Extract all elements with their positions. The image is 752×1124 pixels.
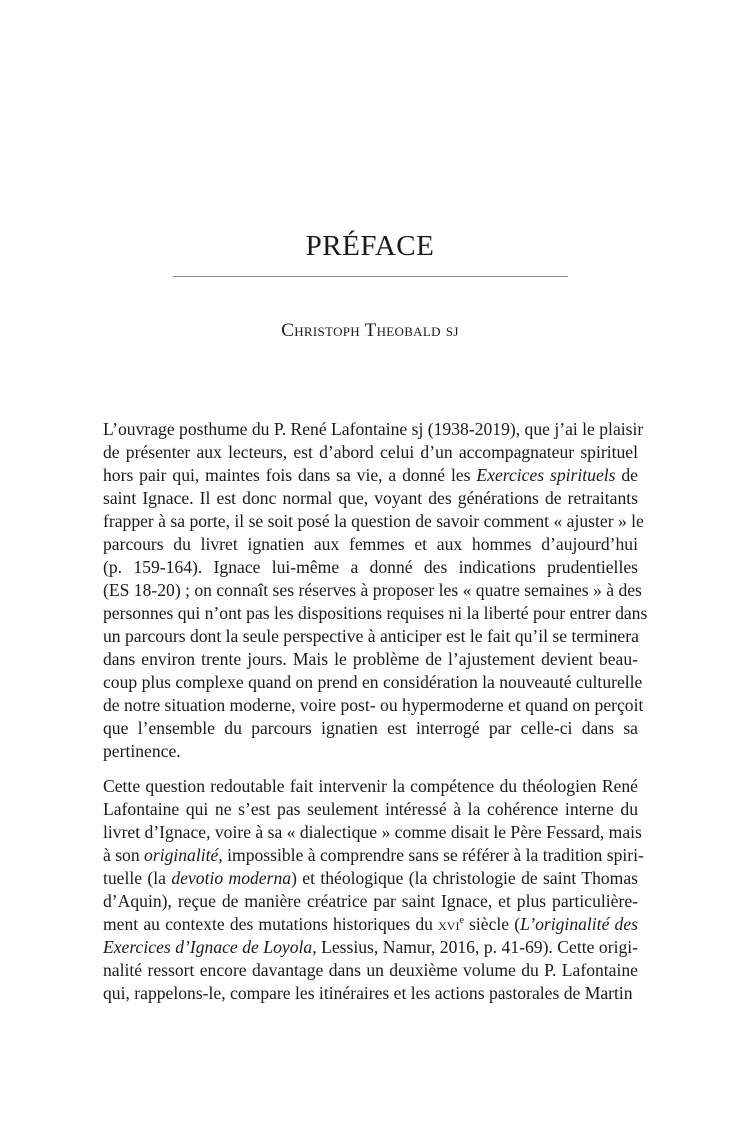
text-line — [103, 441, 638, 464]
paragraph — [103, 775, 644, 1005]
text-line — [103, 671, 643, 694]
text-run: e — [459, 915, 464, 927]
text-run: ) et théologique (la christologie de saint Thomas — [291, 868, 639, 888]
text-run: dans environ trente jours. Mais le problème de l’ajustement devient beau- — [103, 649, 638, 669]
text-line — [103, 418, 644, 441]
page-title: PRÉFACE — [305, 230, 435, 262]
text-run: de — [615, 465, 638, 485]
text-line — [103, 982, 638, 1005]
text-run: siècle ( — [463, 914, 521, 934]
text-line — [103, 464, 638, 487]
text-line — [103, 936, 638, 959]
text-run: parcours du livret ignatien aux femmes et aux hommes d’aujourd’hui — [103, 534, 638, 554]
italic-text: Exercices d’Ignace de Loyola — [103, 937, 313, 957]
title-divider — [173, 276, 568, 277]
text-line — [103, 913, 638, 936]
text-run: de présenter aux lecteurs, est d’abord celui d’un accompagnateur spirituel — [103, 442, 638, 462]
text-line — [103, 625, 638, 648]
italic-text: Exercices spirituels — [476, 465, 616, 485]
text-run: xvi — [438, 914, 460, 934]
italic-text: originalité — [144, 845, 219, 865]
text-run: livret d’Ignace, voire à sa « dialectique » comme disait le Père Fessard, mais — [103, 822, 642, 842]
text-line — [103, 798, 638, 821]
text-line — [103, 890, 638, 913]
text-line — [103, 740, 638, 763]
text-line — [103, 556, 638, 579]
paragraph — [103, 418, 648, 763]
italic-text: devotio moderna — [171, 868, 292, 888]
text-line — [103, 579, 642, 602]
text-run: , Lessius, Namur, 2016, p. 41-69). Cette origi- — [312, 937, 639, 957]
text-run: (p. 159-164). Ignace lui-même a donné des indications prudentielles — [103, 557, 638, 577]
text-line — [103, 602, 648, 625]
text-run: saint Ignace. Il est donc normal que, voyant des générations de retraitants — [103, 488, 638, 508]
text-run: d’Aquin), reçue de manière créatrice par saint Ignace, et plus particulière- — [103, 891, 638, 911]
text-run: L’ouvrage posthume du P. René Lafontaine sj (1938-2019), que j’ai le plaisir — [103, 419, 644, 439]
text-run: hors pair qui, maintes fois dans sa vie, a donné les — [103, 465, 477, 485]
text-run: que l’ensemble du parcours ignatien est interrogé par celle-ci dans sa — [103, 718, 638, 738]
text-run: à son — [103, 845, 145, 865]
text-run: ment au contexte des mutations historiques du — [103, 914, 439, 934]
text-run: coup plus complexe quand on prend en considération la nouveauté culturelle — [103, 672, 643, 692]
text-line — [103, 533, 638, 556]
text-line — [103, 648, 638, 671]
text-run: qui, rappelons-le, compare les itinéraires et les actions pastorales de Martin — [103, 983, 633, 1003]
text-line — [103, 694, 644, 717]
text-run: pertinence. — [103, 741, 181, 761]
text-run: nalité ressort encore davantage dans un deuxième volume du P. Lafontaine — [103, 960, 638, 980]
text-run: Lafontaine qui ne s’est pas seulement intéressé à la cohérence interne du — [103, 799, 638, 819]
text-line — [103, 487, 638, 510]
text-line — [103, 775, 638, 798]
text-run: Cette question redoutable fait intervenir la compétence du théologien René — [103, 776, 638, 796]
text-run: (ES 18-20) ; on connaît ses réserves à proposer les « quatre semaines » à des — [103, 580, 642, 600]
italic-text: L’originalité des — [520, 914, 638, 934]
text-run: personnes qui n’ont pas les dispositions requises ni la liberté pour entrer dans — [103, 603, 648, 623]
body-text — [103, 418, 648, 1005]
text-line — [103, 844, 644, 867]
author-name: Christoph Theobald sj — [281, 320, 459, 341]
text-run: de notre situation moderne, voire post- ou hypermoderne et quand on perçoit — [103, 695, 644, 715]
text-run: frapper à sa porte, il se soit posé la question de savoir comment « ajuster » le — [103, 511, 644, 531]
text-line — [103, 717, 638, 740]
text-line — [103, 510, 644, 533]
text-run: , impossible à comprendre sans se référer à la tradition spiri- — [218, 845, 644, 865]
text-line — [103, 867, 638, 890]
text-line — [103, 821, 642, 844]
text-run: un parcours dont la seule perspective à anticiper est le fait qu’il se terminera — [103, 626, 639, 646]
text-line — [103, 959, 638, 982]
paragraph-gap — [103, 763, 638, 775]
text-run: tuelle (la — [103, 868, 172, 888]
